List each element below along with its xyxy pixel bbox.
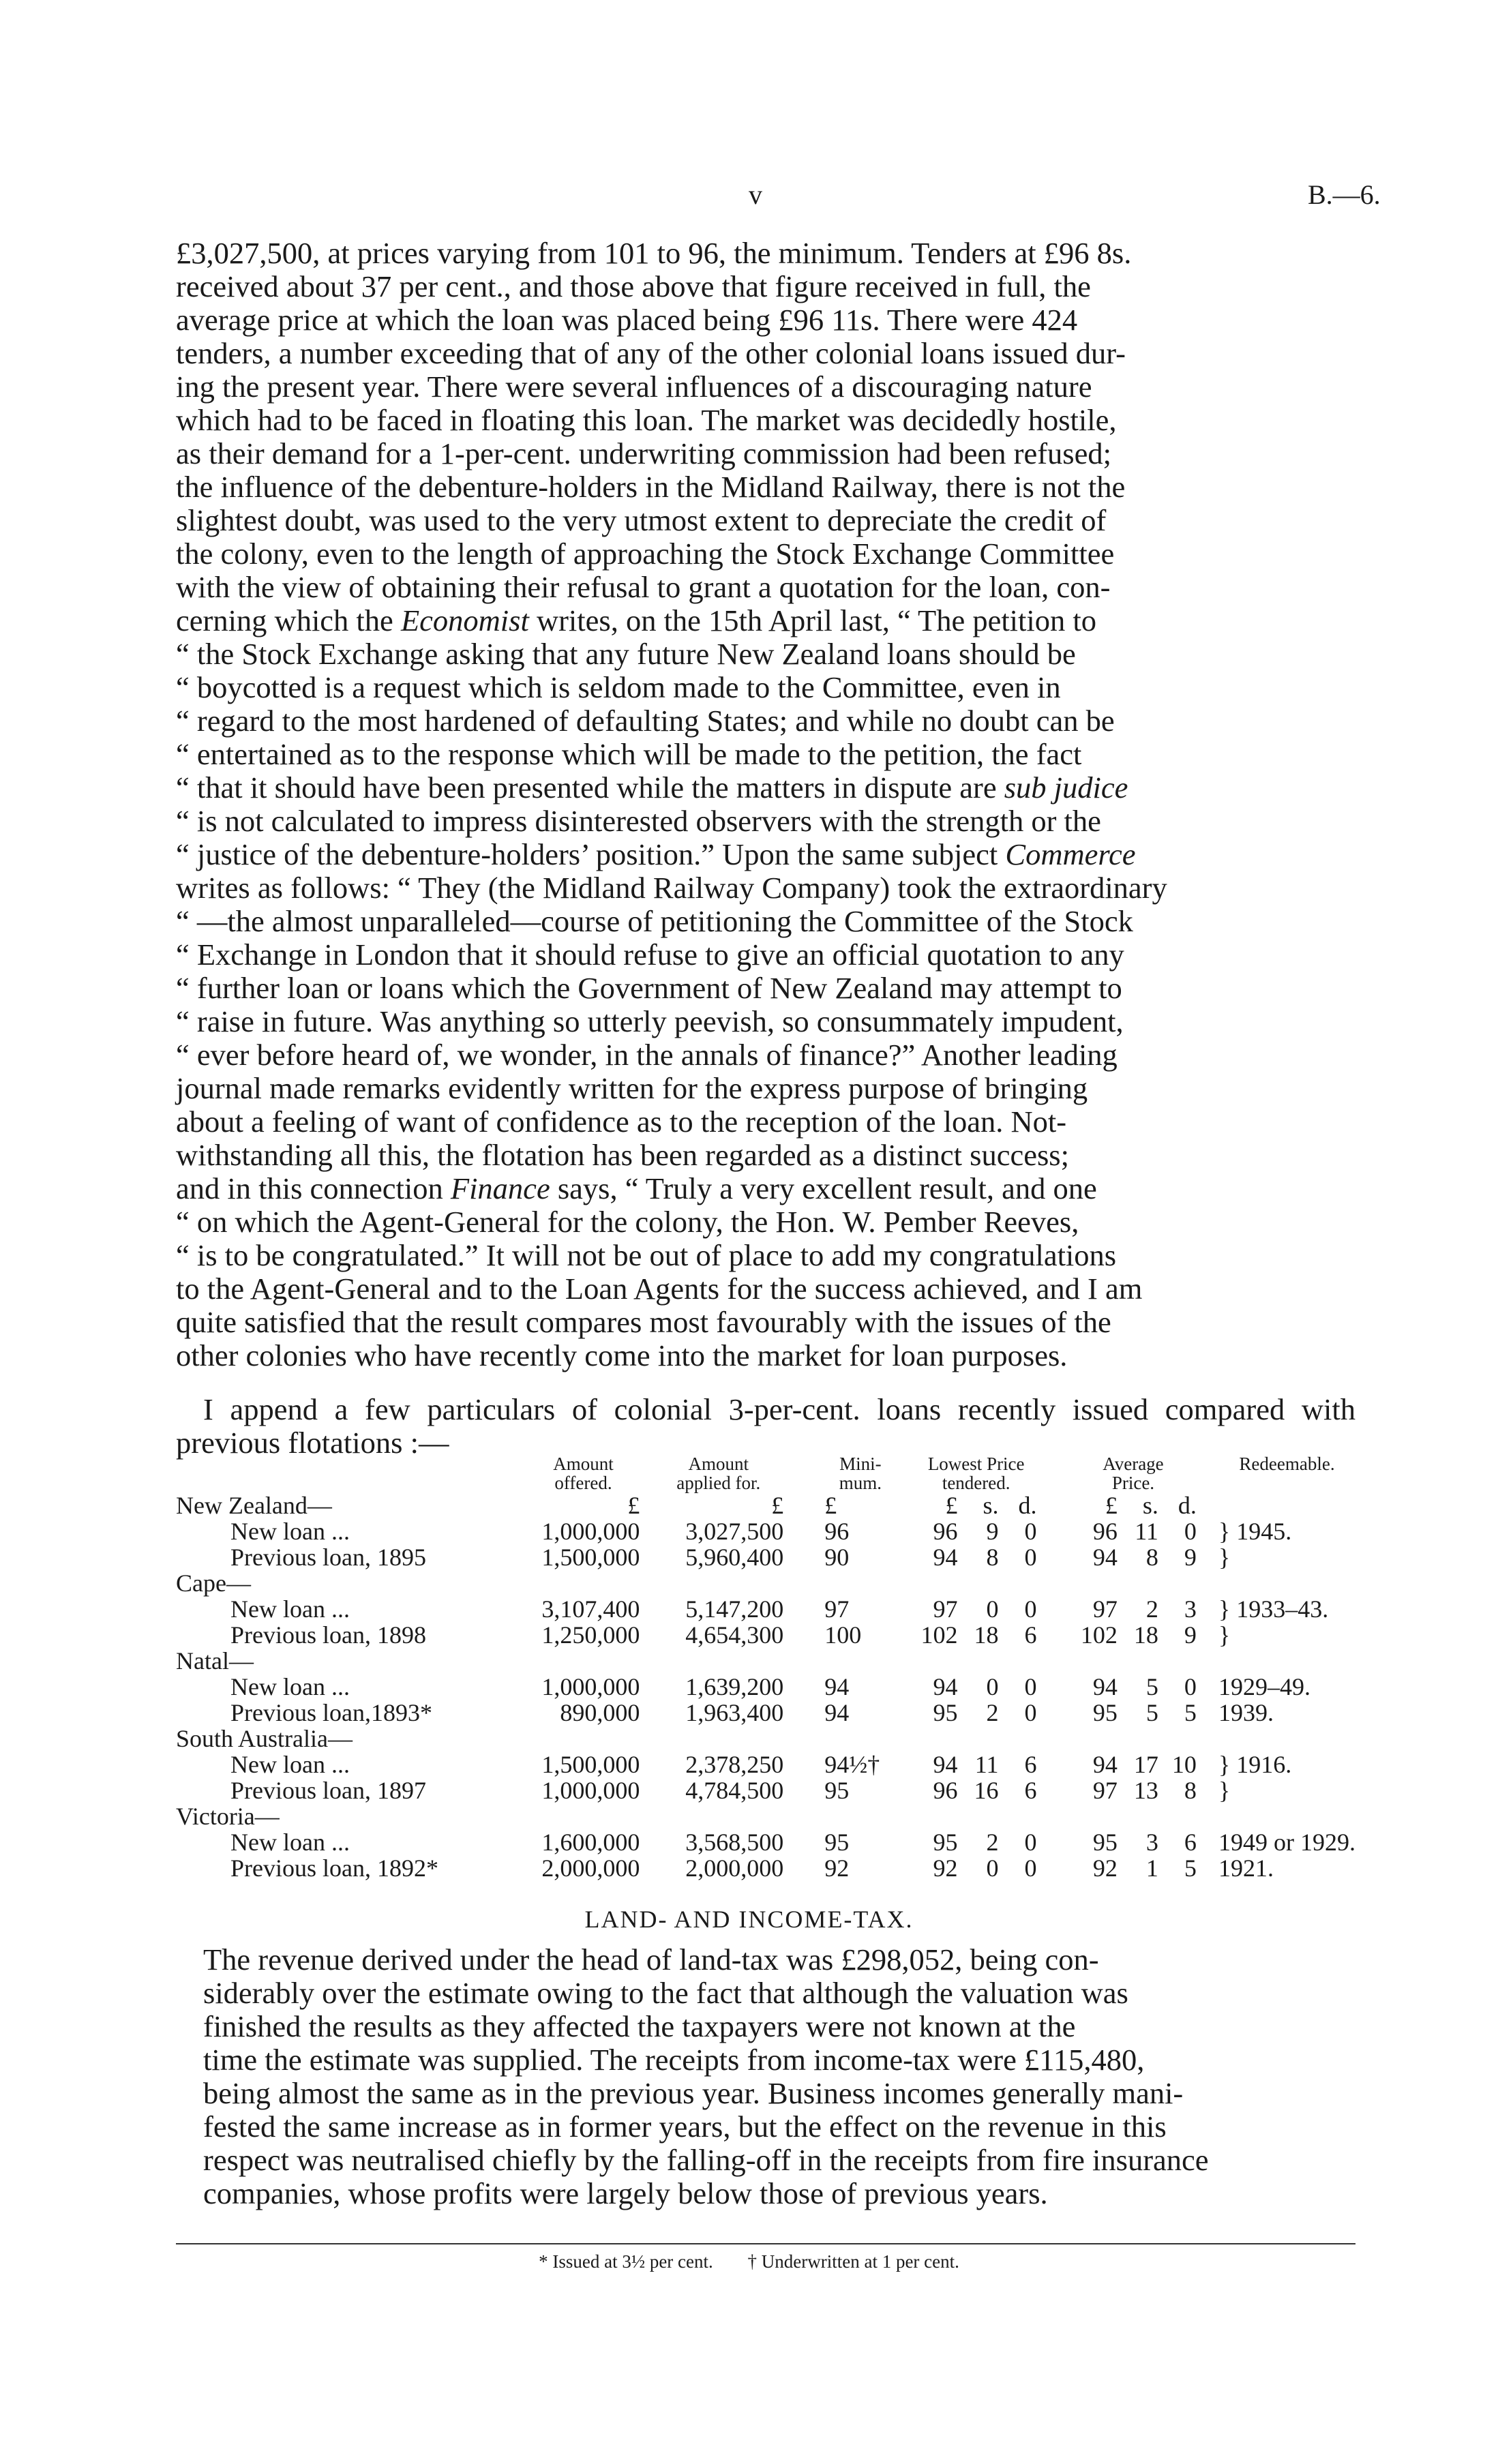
text-line: £3,027,500, at prices varying from 101 to 96, the minimum. Tenders at £96 8s. [176,236,1132,270]
shillings: 2 [986,1699,999,1726]
shillings: 18 [1133,1621,1158,1649]
table-header-row [176,1454,1355,1492]
blank-cell [824,1803,896,1829]
header-lowest-price: Lowest Price tendered. [927,1454,1025,1493]
pounds: 96 [1092,1518,1118,1545]
blank-cell [896,1570,1055,1596]
amount-applied: 5,960,400 [685,1544,784,1571]
text-line: journal made remarks evidently written for the express purpose of bringing [176,1071,1088,1105]
pence: 3 [1184,1595,1197,1623]
lowest-price [896,1700,1055,1726]
shillings: 0 [986,1595,999,1623]
pence: 8 [1184,1777,1197,1804]
average-price-value [1056,1596,1197,1622]
pounds: 95 [933,1699,958,1726]
amount-offered: 890,000 [560,1699,640,1726]
average-price-value [1056,1518,1197,1544]
blank-cell [824,1648,896,1674]
average-price [1056,1829,1210,1855]
loans-comparison-table [176,1454,1355,1881]
loan-label: New loan ... [230,1673,350,1700]
lowest-price-value [896,1829,1036,1855]
text-line: quite satisfied that the result compares most favourably with the issues of the [176,1305,1111,1339]
publication-name-finance: Finance [450,1171,550,1205]
loan-label: Previous loan, 1895 [230,1544,426,1571]
table-row [176,1674,1355,1700]
money-units [1056,1492,1197,1518]
average-price-value [1056,1674,1197,1700]
table-row [176,1829,1355,1855]
shillings: 5 [1145,1673,1158,1700]
text-fragment: cerning which the [176,603,393,637]
text-line: withstanding all this, the flotation has been regarded as a distinct success; [176,1138,1069,1172]
shillings: 11 [974,1751,999,1778]
text-line: writes as follows: “ They (the Midland Railway Company) took the extraordinary [176,871,1167,905]
shillings: 13 [1133,1777,1158,1804]
paragraph-land-income-tax [176,1943,1355,2210]
loan-label: New loan ... [230,1751,350,1778]
shillings: 9 [986,1518,999,1545]
text-line: which had to be faced in floating this loan. The market was decidedly hostile, [176,403,1117,437]
pounds: 102 [1080,1621,1118,1649]
blank-cell [824,1570,896,1596]
pounds: £ [1105,1492,1118,1519]
lowest-price [896,1544,1055,1570]
text-line: the influence of the debenture-holders in the Midland Railway, there is not the [176,470,1126,504]
pence: 6 [1024,1751,1037,1778]
amount-applied: 1,963,400 [685,1699,784,1726]
text-line [176,1172,1355,1205]
blank-cell [527,1648,654,1674]
pounds: 92 [933,1854,958,1882]
average-price [1056,1700,1210,1726]
paragraph-loan-flotation [176,237,1355,1372]
pence: 0 [1184,1673,1197,1700]
lowest-price-value [896,1777,1036,1803]
text-line: “ on which the Agent-General for the colony, the Hon. W. Pember Reeves, [176,1205,1079,1239]
table-body [176,1492,1355,1881]
text-line: “ is not calculated to impress disinterested observers with the strength or the [176,804,1101,838]
text-line: finished the results as they affected the taxpayers were not known at the [203,2009,1076,2043]
pence: d. [1178,1492,1197,1519]
minimum: 97 [824,1595,850,1623]
footnote-divider [176,2243,1355,2244]
text-line: “ is to be congratulated.” It will not be out of place to add my congratulations [176,1238,1117,1272]
pence: d. [1018,1492,1037,1519]
amount-applied: 3,027,500 [685,1518,784,1545]
text-line: average price at which the loan was placed being £96 11s. There were 424 [176,303,1078,337]
text-line: “ boycotted is a request which is seldom made to the Committee, even in [176,670,1061,704]
header-average-price: Average Price. [1103,1454,1164,1493]
text-fragment: “ justice of the debenture-holders’ position.” Upon the same subject [176,837,998,871]
text-line: time the estimate was supplied. The receipts from income-tax were £115,480, [203,2043,1145,2077]
average-price-value [1056,1752,1197,1777]
average-price-value [1056,1855,1197,1881]
shillings: 2 [986,1829,999,1856]
pence: 5 [1184,1699,1197,1726]
table-row [176,1700,1355,1726]
text-line: The revenue derived under the head of land-tax was £298,052, being con- [203,1942,1099,1977]
average-price [1056,1674,1210,1700]
text-line: slightest doubt, was used to the very utmost extent to depreciate the credit of [176,503,1107,537]
lowest-price [896,1674,1055,1700]
blank-cell [527,1726,654,1752]
blank-cell [896,1648,1055,1674]
amount-applied: 1,639,200 [685,1673,784,1700]
lowest-price [896,1622,1055,1648]
text-line: as their demand for a 1-per-cent. underwriting commission had been refused; [176,436,1111,470]
pounds: 96 [933,1777,958,1804]
header-amount-applied: Amount applied for. [676,1454,761,1493]
lowest-price-value [896,1518,1036,1544]
pence: 0 [1024,1673,1037,1700]
text-line [176,771,1355,805]
table-row [176,1518,1355,1544]
page-number: v [749,179,762,210]
blank-cell [1056,1803,1210,1829]
pence: 6 [1024,1621,1037,1649]
blank-cell [896,1726,1055,1752]
text-line [176,604,1355,637]
redeemable: 1921. [1218,1854,1274,1882]
blank-cell [1210,1803,1355,1829]
shillings: 3 [1145,1829,1158,1856]
blank-cell [653,1726,824,1752]
country-name: South Australia— [176,1725,353,1752]
redeemable: } [1218,1621,1231,1649]
text-line: “ raise in future. Was anything so utterly peevish, so consummately impudent, [176,1004,1124,1038]
footnote-underwritten: † Underwritten at 1 per cent. [747,2251,959,2272]
blank-cell [653,1803,824,1829]
text-fragment: says, “ Truly a very excellent result, and one [557,1171,1097,1205]
minimum: 96 [824,1518,850,1545]
lowest-price [896,1855,1055,1881]
text-line: ing the present year. There were several influences of a discouraging nature [176,370,1092,404]
blank-cell [527,1570,654,1596]
text-line: fested the same increase as in former years, but the effect on the revenue in this [203,2109,1167,2144]
lowest-price [896,1518,1055,1544]
blank-cell [653,1648,824,1674]
table-row [176,1622,1355,1648]
pence: 0 [1024,1595,1037,1623]
table-row [176,1855,1355,1881]
pence: 0 [1024,1854,1037,1882]
redeemable: } [1218,1544,1231,1571]
text-line: compared with previous flotations :— [176,1392,1356,1460]
pounds: 95 [1092,1829,1118,1856]
blank-cell [1056,1570,1210,1596]
text-line: “ Exchange in London that it should refuse to give an official quotation to any [176,937,1124,972]
country-row [176,1492,1355,1518]
redeemable: } 1945. [1218,1518,1292,1545]
lowest-price-value [896,1674,1036,1700]
minimum: 92 [824,1854,850,1882]
country-row [176,1726,1355,1752]
shillings: 0 [986,1854,999,1882]
loan-label: Previous loan, 1897 [230,1777,426,1804]
average-price-value [1056,1700,1197,1726]
publication-name-commerce: Commerce [1005,837,1136,871]
lowest-price-value [896,1596,1036,1622]
pounds: £ [945,1492,958,1519]
minimum: 95 [824,1777,850,1804]
text-fragment: writes, on the 15th April last, “ The petition to [536,603,1097,637]
table-row [176,1544,1355,1570]
pence: 9 [1184,1621,1197,1649]
blank-cell [1210,1726,1355,1752]
footnote-issued: * Issued at 3½ per cent. [539,2251,713,2272]
paragraph-table-intro [176,1393,1355,1460]
lowest-price-value [896,1752,1036,1777]
country-name: New Zealand— [176,1492,332,1519]
text-line: I append a few particulars of colonial 3-per-cent. loans recently issued [203,1392,1149,1426]
minimum: 90 [824,1544,850,1571]
lowest-price-value [896,1855,1036,1881]
text-line: to the Agent-General and to the Loan Agents for the success achieved, and I am [176,1272,1143,1306]
unit-money [896,1492,1055,1518]
amount-offered: 3,107,400 [541,1595,640,1623]
text-line: tenders, a number exceeding that of any of the other colonial loans issued dur- [176,336,1126,370]
pounds: 94 [933,1673,958,1700]
pounds: 95 [1092,1699,1118,1726]
blank-cell [896,1803,1055,1829]
average-price [1056,1544,1210,1570]
pence: 0 [1024,1829,1037,1856]
amount-offered: 1,000,000 [541,1673,640,1700]
amount-applied: 3,568,500 [685,1829,784,1856]
table-row [176,1596,1355,1622]
amount-offered: 1,500,000 [541,1544,640,1571]
footnotes [0,2251,1498,2272]
page-header [0,179,1498,220]
amount-applied: 4,784,500 [685,1777,784,1804]
average-price-value [1056,1622,1197,1648]
document-reference: B.—6. [1308,179,1381,210]
minimum: 94½† [824,1751,880,1778]
redeemable: 1949 or 1929. [1218,1829,1355,1856]
header-amount-offered: Amount offered. [553,1454,614,1493]
average-price [1056,1596,1210,1622]
pounds: 94 [1092,1751,1118,1778]
pence: 0 [1024,1544,1037,1571]
loan-label: New loan ... [230,1829,350,1856]
latin-phrase: sub judice [1004,770,1128,805]
pence: 5 [1184,1854,1197,1882]
pence: 0 [1184,1518,1197,1545]
table-row [176,1752,1355,1777]
blank-cell [527,1803,654,1829]
pounds: 94 [1092,1544,1118,1571]
pounds: 94 [1092,1673,1118,1700]
pounds: 97 [933,1595,958,1623]
lowest-price-value [896,1544,1036,1570]
amount-applied: 2,378,250 [685,1751,784,1778]
shillings: s. [983,1492,999,1519]
text-line: being almost the same as in the previous year. Business incomes generally mani- [203,2076,1184,2110]
amount-applied: 5,147,200 [685,1595,784,1623]
shillings: 5 [1145,1699,1158,1726]
header-blank [176,1454,527,1492]
unit-pound: £ [824,1492,837,1519]
loan-label: New loan ... [230,1518,350,1545]
header-minimum: Mini- mum. [839,1454,882,1493]
money-units [896,1492,1036,1518]
pence: 6 [1184,1829,1197,1856]
text-line: “ regard to the most hardened of defaulting States; and while no doubt can be [176,704,1115,738]
pounds: 102 [920,1621,958,1649]
average-price [1056,1752,1210,1777]
amount-offered: 2,000,000 [541,1854,640,1882]
text-line: “ ever before heard of, we wonder, in the annals of finance?” Another leading [176,1038,1118,1072]
blank-cell [1056,1648,1210,1674]
text-line: siderably over the estimate owing to the fact that although the valuation was [203,1976,1128,2010]
shillings: 17 [1133,1751,1158,1778]
shillings: 0 [986,1673,999,1700]
lowest-price [896,1596,1055,1622]
text-fragment: “ that it should have been presented while the matters in dispute are [176,770,997,805]
blank-cell [1210,1492,1355,1518]
text-line: other colonies who have recently come into the market for loan purposes. [176,1338,1068,1372]
loan-label: Previous loan, 1898 [230,1621,426,1649]
average-price-value [1056,1544,1197,1570]
amount-offered: 1,500,000 [541,1751,640,1778]
text-line [176,838,1355,871]
minimum: 100 [824,1621,862,1649]
redeemable: } [1218,1777,1231,1804]
blank-cell [1056,1726,1210,1752]
text-line: respect was neutralised chiefly by the falling-off in the receipts from fire insurance [203,2143,1209,2177]
shillings: 2 [1145,1595,1158,1623]
country-row [176,1648,1355,1674]
average-price [1056,1622,1210,1648]
pounds: 97 [1092,1595,1118,1623]
average-price-value [1056,1829,1197,1855]
amount-offered: 1,000,000 [541,1518,640,1545]
section-heading: LAND- AND INCOME-TAX. [584,1906,914,1933]
pence: 9 [1184,1544,1197,1571]
header-redeemable: Redeemable. [1239,1454,1335,1474]
country-name: Victoria— [176,1803,280,1830]
pounds: 94 [933,1544,958,1571]
shillings: 8 [986,1544,999,1571]
shillings: 11 [1135,1518,1158,1545]
unit-pound: £ [771,1492,784,1519]
pence: 6 [1024,1777,1037,1804]
country-name: Natal— [176,1647,254,1674]
text-line: about a feeling of want of confidence as to the reception of the loan. Not- [176,1105,1067,1139]
unit-pound: £ [627,1492,640,1519]
country-name: Cape— [176,1569,251,1597]
amount-offered: 1,000,000 [541,1777,640,1804]
minimum: 95 [824,1829,850,1856]
shillings: 8 [1145,1544,1158,1571]
shillings: 18 [974,1621,999,1649]
blank-cell [1210,1648,1355,1674]
text-line: companies, whose profits were largely below those of previous years. [203,2176,1048,2210]
loan-label: Previous loan,1893* [230,1699,432,1726]
country-row [176,1570,1355,1596]
average-price-value [1056,1777,1197,1803]
redeemable: } 1916. [1218,1751,1292,1778]
lowest-price-value [896,1622,1036,1648]
text-line: the colony, even to the length of approaching the Stock Exchange Committee [176,537,1115,571]
lowest-price [896,1829,1055,1855]
minimum: 94 [824,1699,850,1726]
pounds: 92 [1092,1854,1118,1882]
pounds: 97 [1092,1777,1118,1804]
pence: 0 [1024,1518,1037,1545]
table-row [176,1777,1355,1803]
redeemable: 1939. [1218,1699,1274,1726]
lowest-price [896,1752,1055,1777]
shillings: s. [1142,1492,1158,1519]
shillings: 16 [974,1777,999,1804]
average-price [1056,1855,1210,1881]
pounds: 96 [933,1518,958,1545]
loan-label: Previous loan, 1892* [230,1854,438,1882]
blank-cell [653,1570,824,1596]
pence: 0 [1024,1699,1037,1726]
redeemable: } 1933–43. [1218,1595,1329,1623]
shillings: 1 [1145,1854,1158,1882]
publication-name-economist: Economist [400,603,529,637]
text-fragment: and in this connection [176,1171,443,1205]
lowest-price [896,1777,1055,1803]
unit-money [1056,1492,1210,1518]
loan-label: New loan ... [230,1595,350,1623]
text-line: “ further loan or loans which the Government of New Zealand may attempt to [176,971,1122,1005]
text-line: “ the Stock Exchange asking that any future New Zealand loans should be [176,637,1076,671]
amount-offered: 1,250,000 [541,1621,640,1649]
pounds: 94 [933,1751,958,1778]
redeemable: 1929–49. [1218,1673,1310,1700]
text-line: with the view of obtaining their refusal to grant a quotation for the loan, con- [176,570,1111,604]
pence: 10 [1171,1751,1197,1778]
text-line: “ entertained as to the response which will be made to the petition, the fact [176,737,1082,771]
lowest-price-value [896,1700,1036,1726]
pounds: 95 [933,1829,958,1856]
amount-applied: 4,654,300 [685,1621,784,1649]
country-row [176,1803,1355,1829]
blank-cell [1210,1570,1355,1596]
average-price [1056,1518,1210,1544]
minimum: 94 [824,1673,850,1700]
blank-cell [824,1726,896,1752]
text-line: “ —the almost unparalleled—course of petitioning the Committee of the Stock [176,904,1133,938]
amount-applied: 2,000,000 [685,1854,784,1882]
text-line: received about 37 per cent., and those above that figure received in full, the [176,269,1091,303]
amount-offered: 1,600,000 [541,1829,640,1856]
average-price [1056,1777,1210,1803]
